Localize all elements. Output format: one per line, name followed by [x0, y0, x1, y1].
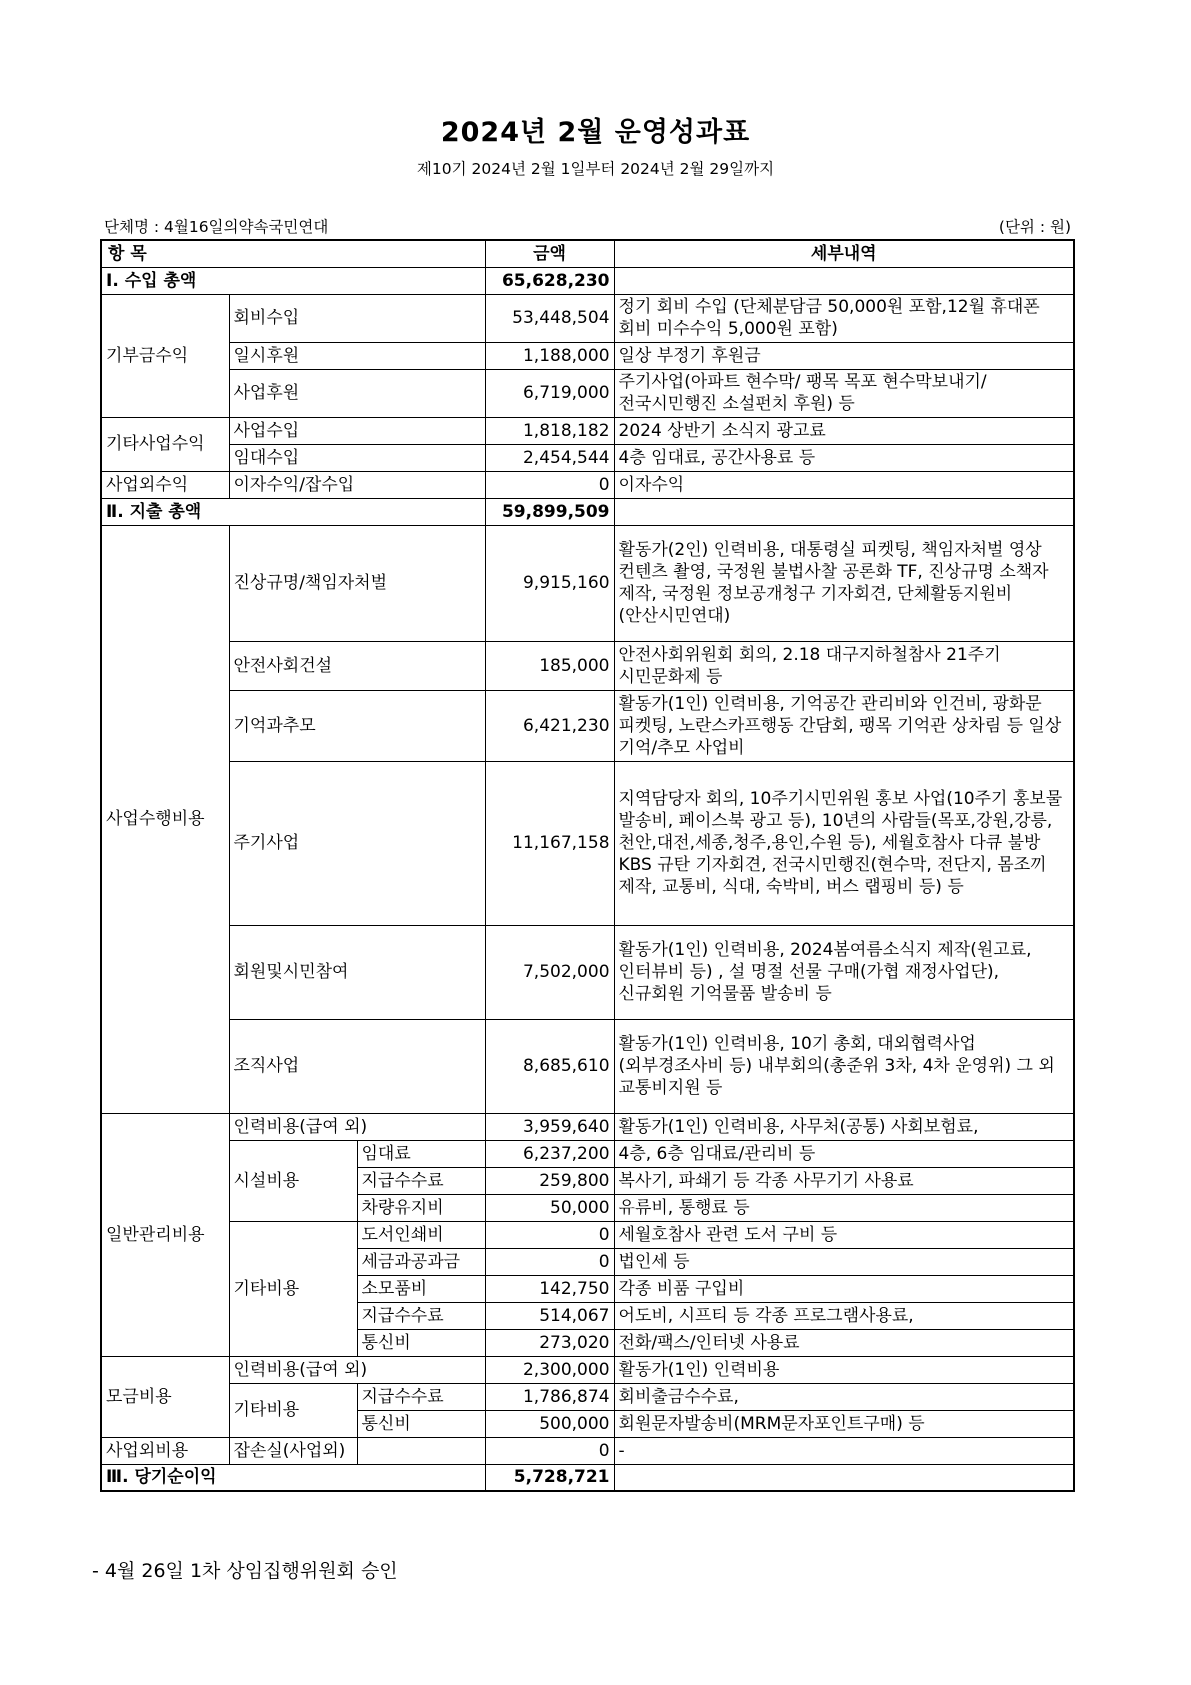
table-row — [101, 1383, 1074, 1410]
net-income-row — [101, 1464, 1074, 1491]
row-label: 조직사업 — [229, 1019, 485, 1113]
table-header-row — [101, 240, 1074, 267]
organization-name: 단체명 : 4월16일의약속국민연대 — [104, 218, 329, 236]
row-label: 회원및시민참여 — [229, 925, 485, 1019]
table-row — [101, 690, 1074, 761]
row-label: 진상규명/책임자처벌 — [229, 525, 485, 641]
page-title: 2024년 2월 운영성과표 — [440, 117, 751, 148]
row-label: 일시후원 — [229, 342, 485, 369]
row-label: 사업후원 — [229, 369, 485, 417]
row-label: 통신비 — [357, 1410, 485, 1437]
row-label: 세금과공과금 — [357, 1248, 485, 1275]
row-detail: - — [614, 1437, 1074, 1464]
row-detail: 어도비, 시프티 등 각종 프로그램사용료, — [614, 1302, 1074, 1329]
table-row — [101, 1140, 1074, 1167]
row-amount: 0 — [485, 471, 614, 498]
row-amount: 500,000 — [485, 1410, 614, 1437]
unit-label: (단위 : 원) — [998, 218, 1071, 236]
row-label: 소모품비 — [357, 1275, 485, 1302]
row-detail: 회원문자발송비(MRM문자포인트구매) 등 — [614, 1410, 1074, 1437]
row-label: 지급수수료 — [357, 1167, 485, 1194]
row-detail: 법인세 등 — [614, 1248, 1074, 1275]
row-label: 임대수입 — [229, 444, 485, 471]
row-detail: 활동가(2인) 인력비용, 대통령실 피켓팅, 책임자처벌 영상 컨텐츠 촬영, 국정원 불법사찰 공론화 TF, 진상규명 소책자 제작, 국정원 정보공개청구 기자회견, 단체활동지원비(안산시민연대) — [614, 525, 1074, 641]
row-label: 주기사업 — [229, 761, 485, 925]
header-detail: 세부내역 — [614, 240, 1074, 267]
row-label: 잡손실(사업외) — [229, 1437, 357, 1464]
row-label: 안전사회건설 — [229, 641, 485, 690]
row-detail: 2024 상반기 소식지 광고료 — [614, 417, 1074, 444]
row-amount: 1,188,000 — [485, 342, 614, 369]
row-label: 사업수입 — [229, 417, 485, 444]
row-label: Ⅱ. 지출 총액 — [101, 498, 485, 525]
row-detail: 안전사회위원회 회의, 2.18 대구지하철참사 21주기 시민문화제 등 — [614, 641, 1074, 690]
category-label: 모금비용 — [101, 1356, 229, 1437]
group-label: 기타비용 — [229, 1383, 357, 1437]
header-item: 항 목 — [101, 240, 485, 267]
row-amount: 1,786,874 — [485, 1383, 614, 1410]
row-amount: 514,067 — [485, 1302, 614, 1329]
row-amount: 3,959,640 — [485, 1113, 614, 1140]
row-label: Ⅰ. 수입 총액 — [101, 267, 485, 294]
row-label: 기억과추모 — [229, 690, 485, 761]
row-amount: 1,818,182 — [485, 417, 614, 444]
category-label: 사업수행비용 — [101, 525, 229, 1113]
row-detail: 지역담당자 회의, 10주기시민위원 홍보 사업(10주기 홍보물 발송비, 페이스북 광고 등), 10년의 사람들(목포,강원,강릉,천안,대전,세종,청주,용인,수원 등), 세월호참사 다큐 불방 KBS 규탄 기자회견, 전국시민행진(현수막, 전단지, 몸조끼 제작, 교통비, 식대, 숙박비, 버스 랩핑비 등) 등 — [614, 761, 1074, 925]
empty-cell — [357, 1437, 485, 1464]
table-row — [101, 1356, 1074, 1383]
row-amount: 2,300,000 — [485, 1356, 614, 1383]
row-detail: 일상 부정기 후원금 — [614, 342, 1074, 369]
table-row — [101, 1019, 1074, 1113]
table-row — [101, 1113, 1074, 1140]
row-amount: 6,421,230 — [485, 690, 614, 761]
table-row — [101, 444, 1074, 471]
row-label: 임대료 — [357, 1140, 485, 1167]
row-detail: 각종 비품 구입비 — [614, 1275, 1074, 1302]
table-row — [101, 1221, 1074, 1248]
header-amount: 금액 — [485, 240, 614, 267]
category-label: 기타사업수익 — [101, 417, 229, 471]
group-label: 기타비용 — [229, 1221, 357, 1356]
row-amount: 2,454,544 — [485, 444, 614, 471]
row-label: 통신비 — [357, 1329, 485, 1356]
row-amount: 142,750 — [485, 1275, 614, 1302]
period-subtitle: 제10기 2024년 2월 1일부터 2024년 2월 29일까지 — [416, 160, 775, 178]
row-label: 회비수입 — [229, 294, 485, 342]
row-detail: 전화/팩스/인터넷 사용료 — [614, 1329, 1074, 1356]
row-label: 인력비용(급여 외) — [229, 1113, 485, 1140]
row-detail: 이자수익 — [614, 471, 1074, 498]
table-row — [101, 641, 1074, 690]
row-amount: 0 — [485, 1221, 614, 1248]
income-total-row — [101, 267, 1074, 294]
row-label: 도서인쇄비 — [357, 1221, 485, 1248]
category-label: 사업외비용 — [101, 1437, 229, 1464]
row-amount: 7,502,000 — [485, 925, 614, 1019]
table-row — [101, 1437, 1074, 1464]
row-amount: 50,000 — [485, 1194, 614, 1221]
row-detail: 활동가(1인) 인력비용, 사무처(공통) 사회보험료, — [614, 1113, 1074, 1140]
row-label: 지급수수료 — [357, 1383, 485, 1410]
row-detail: 세월호참사 관련 도서 구비 등 — [614, 1221, 1074, 1248]
row-detail: 유류비, 통행료 등 — [614, 1194, 1074, 1221]
row-detail — [614, 267, 1074, 294]
row-detail: 회비출금수수료, — [614, 1383, 1074, 1410]
row-amount: 6,719,000 — [485, 369, 614, 417]
row-detail: 복사기, 파쇄기 등 각종 사무기기 사용료 — [614, 1167, 1074, 1194]
row-amount: 53,448,504 — [485, 294, 614, 342]
row-label: 인력비용(급여 외) — [229, 1356, 485, 1383]
row-detail: 주기사업(아파트 현수막/ 팽목 목포 현수막보내기/전국시민행진 소설펀치 후원) 등 — [614, 369, 1074, 417]
row-amount: 273,020 — [485, 1329, 614, 1356]
row-amount: 185,000 — [485, 641, 614, 690]
table-row — [101, 471, 1074, 498]
row-amount: 0 — [485, 1248, 614, 1275]
row-amount: 6,237,200 — [485, 1140, 614, 1167]
expense-total-row — [101, 498, 1074, 525]
table-row — [101, 369, 1074, 417]
row-label: 지급수수료 — [357, 1302, 485, 1329]
table-row — [101, 925, 1074, 1019]
row-detail: 활동가(1인) 인력비용, 10기 총회, 대외협력사업(외부경조사비 등) 내부회의(총준위 3차, 4차 운영위) 그 외 교통비지원 등 — [614, 1019, 1074, 1113]
row-detail: 4층 임대료, 공간사용료 등 — [614, 444, 1074, 471]
row-amount: 65,628,230 — [485, 267, 614, 294]
group-label: 시설비용 — [229, 1140, 357, 1221]
row-amount: 8,685,610 — [485, 1019, 614, 1113]
approval-note: - 4월 26일 1차 상임집행위원회 승인 — [92, 1560, 398, 1582]
row-detail: 정기 회비 수입 (단체분담금 50,000원 포함,12월 휴대폰 회비 미수수익 5,000원 포함) — [614, 294, 1074, 342]
table-row — [101, 417, 1074, 444]
row-amount: 5,728,721 — [485, 1464, 614, 1491]
row-amount: 259,800 — [485, 1167, 614, 1194]
row-detail: 4층, 6층 임대료/관리비 등 — [614, 1140, 1074, 1167]
category-label: 기부금수익 — [101, 294, 229, 417]
row-amount: 0 — [485, 1437, 614, 1464]
table-row — [101, 294, 1074, 342]
row-amount: 11,167,158 — [485, 761, 614, 925]
operating-results-table — [100, 239, 1075, 1492]
row-label: Ⅲ. 당기순이익 — [101, 1464, 485, 1491]
table-row — [101, 761, 1074, 925]
row-amount: 59,899,509 — [485, 498, 614, 525]
row-detail: 활동가(1인) 인력비용 — [614, 1356, 1074, 1383]
row-detail — [614, 1464, 1074, 1491]
table-row — [101, 342, 1074, 369]
category-label: 사업외수익 — [101, 471, 229, 498]
row-label: 차량유지비 — [357, 1194, 485, 1221]
row-amount: 9,915,160 — [485, 525, 614, 641]
row-detail: 활동가(1인) 인력비용, 기억공간 관리비와 인건비, 광화문 피켓팅, 노란스카프행동 간담회, 팽목 기억관 상차림 등 일상 기억/추모 사업비 — [614, 690, 1074, 761]
category-label: 일반관리비용 — [101, 1113, 229, 1356]
row-label: 이자수익/잡수입 — [229, 471, 485, 498]
table-row — [101, 525, 1074, 641]
row-detail — [614, 498, 1074, 525]
row-detail: 활동가(1인) 인력비용, 2024봄여름소식지 제작(원고료, 인터뷰비 등) , 설 명절 선물 구매(가협 재정사업단), 신규회원 기억물품 발송비 등 — [614, 925, 1074, 1019]
